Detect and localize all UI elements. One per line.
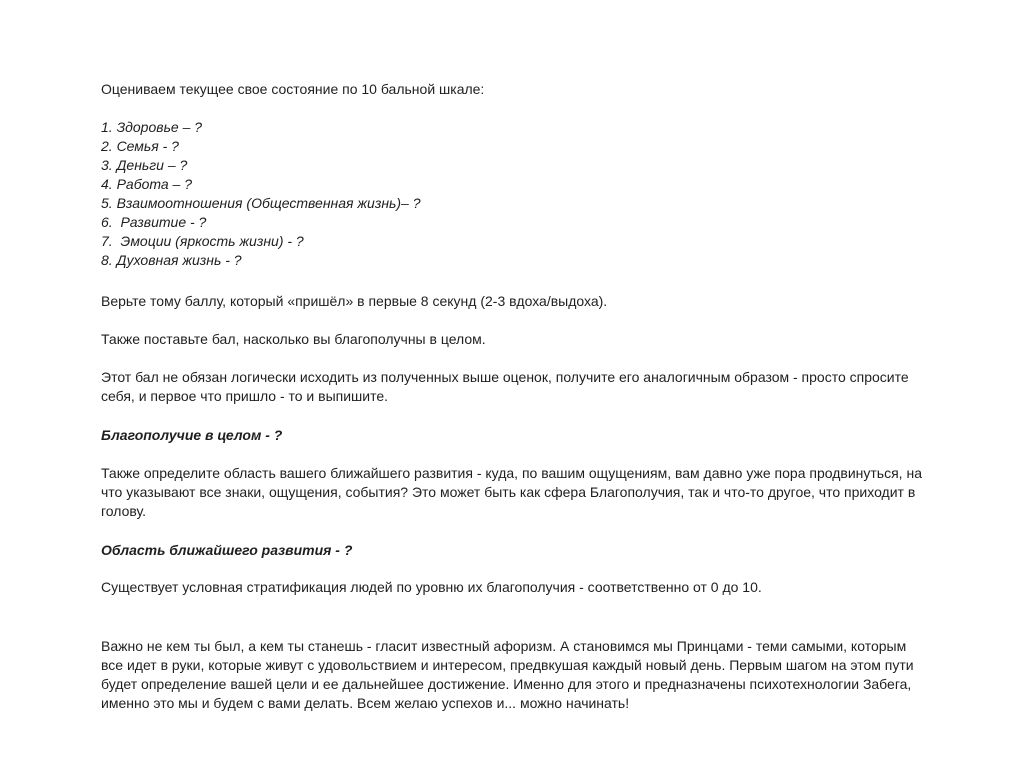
paragraph-stratification: Существует условная стратификация людей по уровню их благополучия - соответственно от 0 до 10.: [101, 579, 762, 595]
intro-text: Оцениваем текущее свое состояние по 10 бальной шкале:: [101, 81, 485, 97]
list-item: 2. Семья - ?: [101, 138, 179, 154]
list-item: 3. Деньги – ?: [101, 157, 188, 173]
rating-list: [101, 118, 931, 270]
paragraph-zone: Также определите область вашего ближайшего развития - куда, по вашим ощущениям, вам давно уже пора продвинуться, на что указывают все знаки, ощущения, события? Это может быть как сфера Благополучия, так и что-то другое, что приходит в голову.: [101, 465, 922, 519]
list-item: 7. Эмоции (яркость жизни) - ?: [101, 233, 304, 249]
paragraph-independent: Этот бал не обязан логически исходить из полученных выше оценок, получите его аналогичным образом - просто спросите себя, и первое что пришло - то и выпишите.: [101, 369, 909, 404]
paragraph-aphorism: Важно не кем ты был, а кем ты станешь - гласит известный афоризм. А становимся мы Принцами - теми самыми, которым все идет в руки, которые живут с удовольствием и интересом, предвкушая каждый новый день. Первым шагом на этом пути будет определение вашей цели и ее дальнейшее достижение. Именно для этого и предназначены психотехнологии Забега, именно это мы и будем с вами делать. Всем желаю успехов и... можно начинать!: [101, 638, 914, 711]
list-item: 6. Развитие - ?: [101, 214, 207, 230]
heading-wellbeing: Благополучие в целом - ?: [101, 427, 283, 443]
list-item: 4. Работа – ?: [101, 176, 192, 192]
paragraph-overall: Также поставьте бал, насколько вы благополучны в целом.: [101, 331, 486, 347]
paragraph-trust: Верьте тому баллу, который «пришёл» в первые 8 секунд (2-3 вдоха/выдоха).: [101, 293, 608, 309]
list-item: 5. Взаимоотношения (Общественная жизнь)– ?: [101, 195, 421, 211]
list-item: 1. Здоровье – ?: [101, 119, 203, 135]
list-item: 8. Духовная жизнь - ?: [101, 252, 242, 268]
heading-zone: Область ближайшего развития - ?: [101, 542, 353, 558]
